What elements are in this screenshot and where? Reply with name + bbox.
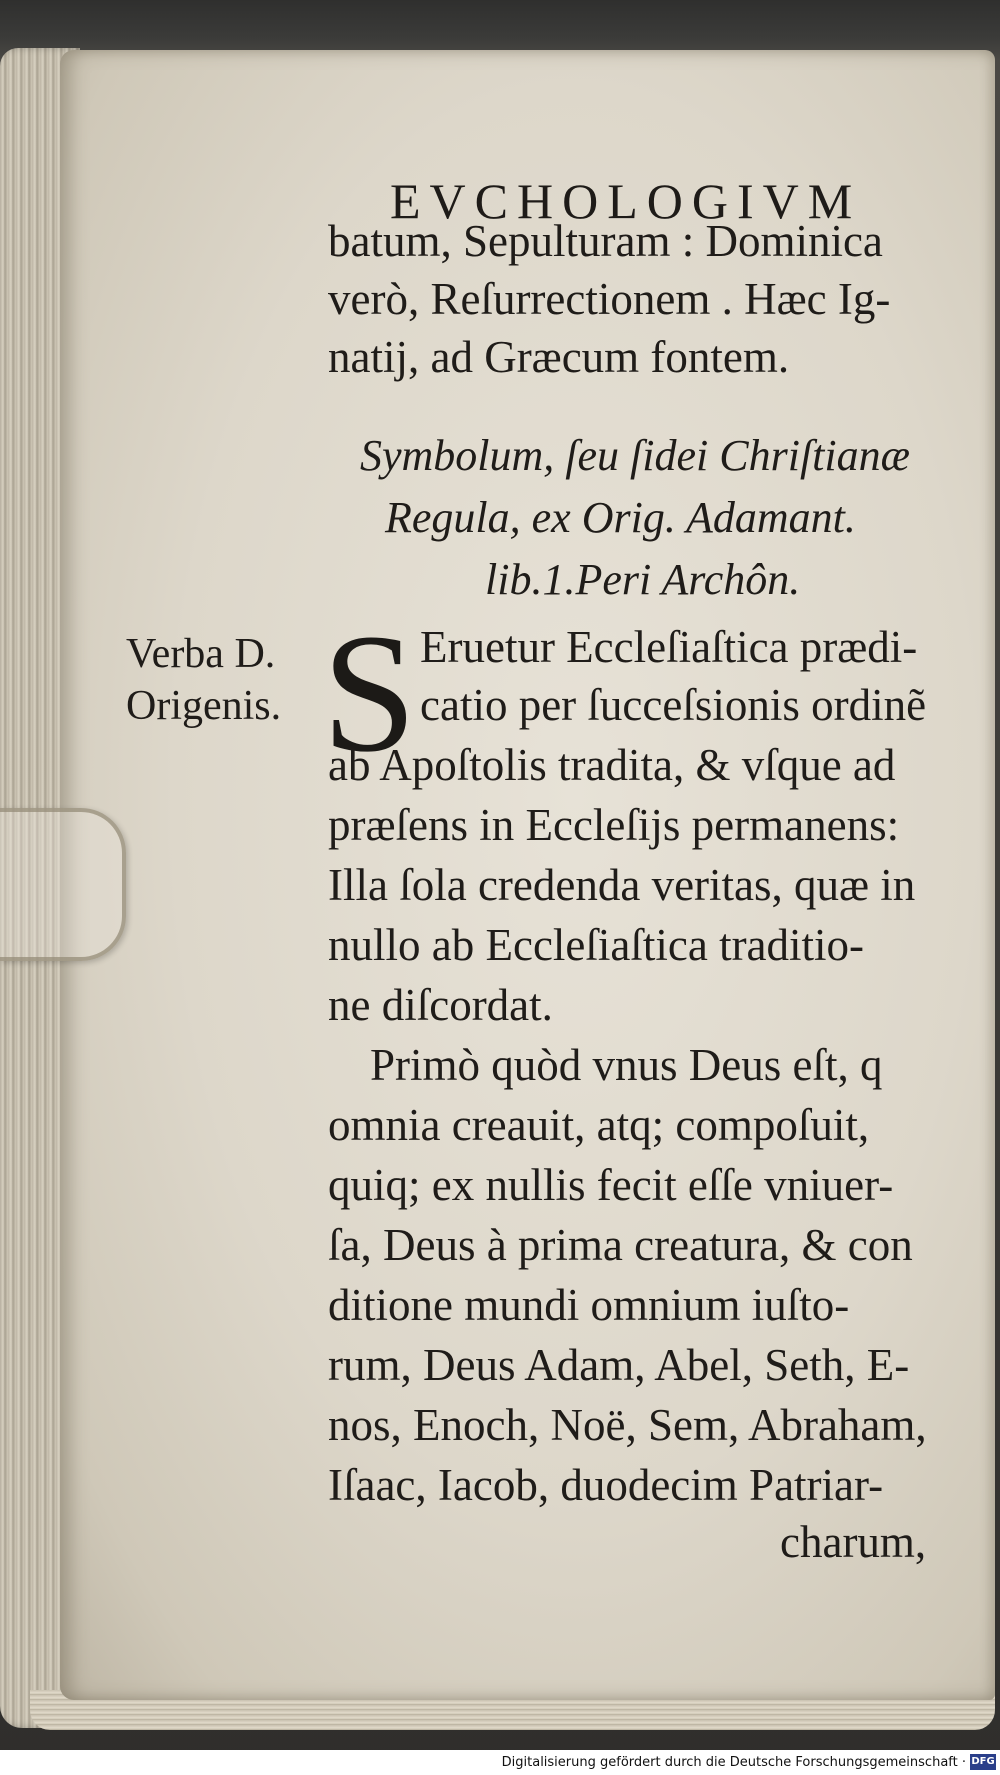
paragraph-line: ditione mundi omnium iuſto- — [328, 1280, 850, 1330]
footer-credit: Digitalisierung gefördert durch die Deutsche Forschungsgemeinschaft · — [501, 1755, 966, 1770]
paragraph-line: nos, Enoch, Noë, Sem, Abraham, — [328, 1400, 927, 1450]
paragraph-line: Iſaac, Iacob, duodecim Patriar- — [328, 1460, 884, 1510]
intro-line: natij, ad Græcum fontem. — [328, 332, 790, 382]
paragraph-line: omnia creauit, atq; compoſuit, — [328, 1100, 870, 1150]
paragraph-line: ſa, Deus à prima creatura, & con — [328, 1220, 913, 1270]
paragraph-line: nullo ab Eccleſiaſtica traditio- — [328, 920, 865, 970]
intro-line: verò, Reſurrectionem . Hæc Ig- — [328, 274, 891, 324]
paragraph-line: catio per ſucceſsionis ordinẽ — [420, 680, 927, 730]
intro-line: batum, Sepulturam : Dominica — [328, 216, 883, 266]
paragraph-line: Eruetur Eccleſiaſtica prædi- — [420, 622, 918, 672]
paragraph-line: Primò quòd vnus Deus eſt, q — [370, 1040, 883, 1090]
section-heading-line: lib.1.Peri Archôn. — [485, 555, 801, 604]
paragraph-line: Illa ſola credenda veritas, quæ in — [328, 860, 916, 910]
margin-note-line: Origenis. — [126, 683, 282, 729]
dfg-logo-icon: DFG — [970, 1754, 996, 1770]
section-heading-line: Symbolum, ſeu ſidei Chriſtianæ — [360, 431, 910, 480]
section-heading-line: Regula, ex Orig. Adamant. — [385, 493, 856, 542]
paragraph-line: ne diſcordat. — [328, 980, 553, 1030]
margin-note-line: Verba D. — [126, 631, 276, 677]
paragraph-line: quiq; ex nullis fecit eſſe vniuer- — [328, 1160, 894, 1210]
running-head: EVCHOLOGIVM — [390, 173, 862, 229]
catchword: charum, — [780, 1517, 927, 1567]
paragraph-line: præſens in Eccleſijs permanens: — [328, 800, 900, 850]
paragraph-line: ab Apoſtolis tradita, & vſque ad — [328, 740, 896, 790]
drop-cap: S — [322, 599, 417, 787]
page-clip-tab — [0, 808, 126, 961]
paragraph-line: rum, Deus Adam, Abel, Seth, E- — [328, 1340, 910, 1390]
